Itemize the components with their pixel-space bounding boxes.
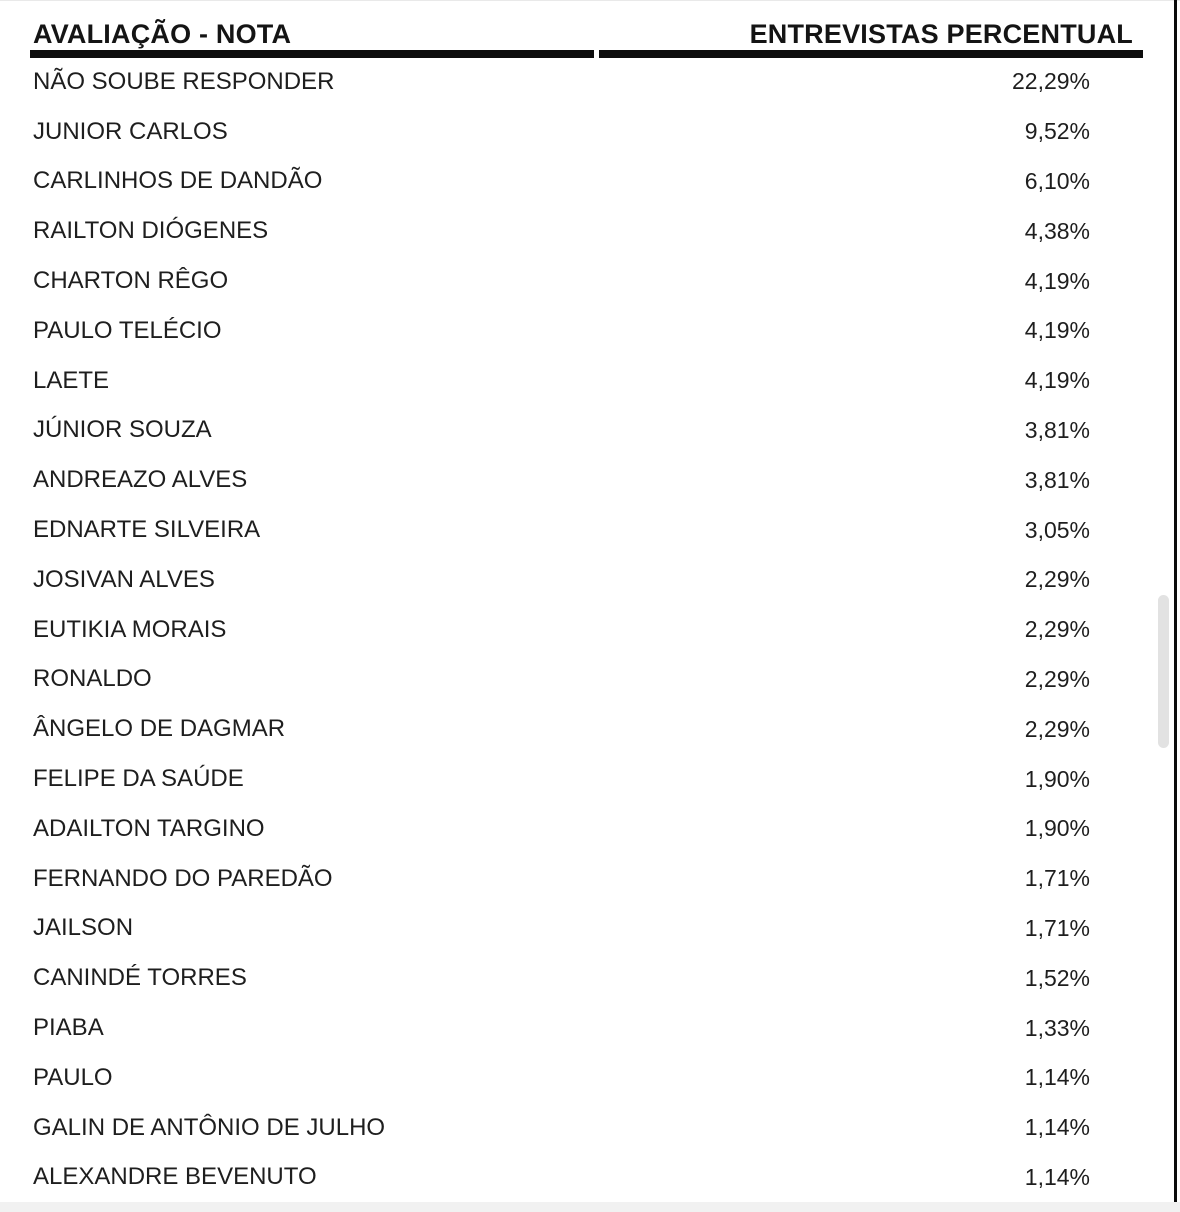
candidate-name: JOSIVAN ALVES — [33, 565, 215, 593]
table-row — [0, 356, 1180, 406]
percentual-value: 3,81% — [1024, 466, 1090, 493]
table-row — [0, 754, 1180, 804]
table-row — [0, 804, 1180, 854]
horizontal-scrollbar-track[interactable] — [0, 1202, 1180, 1212]
candidate-name: PAULO TELÉCIO — [33, 316, 222, 344]
candidate-name: RAILTON DIÓGENES — [33, 217, 269, 245]
candidate-name: JÚNIOR SOUZA — [33, 416, 212, 444]
table-row — [0, 306, 1180, 356]
percentual-value: 4,38% — [1024, 217, 1090, 244]
candidate-name: ÂNGELO DE DAGMAR — [33, 715, 286, 743]
table-row — [0, 904, 1180, 954]
top-hairline — [0, 0, 1180, 1]
table-row — [0, 256, 1180, 306]
percentual-value: 2,29% — [1024, 665, 1090, 692]
candidate-name: ANDREAZO ALVES — [33, 466, 248, 494]
candidate-name: GALIN DE ANTÔNIO DE JULHO — [33, 1113, 386, 1141]
table-row — [0, 605, 1180, 655]
table-header-row — [33, 19, 1133, 50]
table-row — [0, 157, 1180, 207]
candidate-name: PAULO — [33, 1063, 113, 1091]
percentual-value: 1,52% — [1024, 964, 1090, 991]
table-row — [0, 655, 1180, 705]
page-right-border — [1174, 0, 1177, 1212]
table-row — [0, 406, 1180, 456]
percentual-value: 1,14% — [1024, 1064, 1090, 1091]
candidate-name: CANINDÉ TORRES — [33, 964, 247, 992]
table-row — [0, 555, 1180, 605]
candidate-name: ALEXANDRE BEVENUTO — [33, 1163, 317, 1191]
table-row — [0, 107, 1180, 157]
percentual-value: 3,05% — [1024, 516, 1090, 543]
candidate-name: CARLINHOS DE DANDÃO — [33, 167, 323, 195]
percentual-value: 4,19% — [1024, 267, 1090, 294]
percentual-value: 1,90% — [1024, 815, 1090, 842]
percentual-value: 1,14% — [1024, 1114, 1090, 1141]
candidate-name: EDNARTE SILVEIRA — [33, 516, 261, 544]
table-row — [0, 505, 1180, 555]
percentual-value: 4,19% — [1024, 317, 1090, 344]
percentual-value: 22,29% — [1011, 68, 1090, 95]
percentual-value: 1,71% — [1024, 914, 1090, 941]
candidate-name: FELIPE DA SAÚDE — [33, 765, 244, 793]
percentual-value: 2,29% — [1024, 715, 1090, 742]
percentual-value: 1,14% — [1024, 1163, 1090, 1190]
percentual-value: 9,52% — [1024, 118, 1090, 145]
percentual-value: 4,19% — [1024, 367, 1090, 394]
percentual-value: 2,29% — [1024, 616, 1090, 643]
percentual-value: 6,10% — [1024, 167, 1090, 194]
candidate-name: JUNIOR CARLOS — [33, 117, 228, 145]
table-row — [0, 1103, 1180, 1153]
percentual-value: 1,90% — [1024, 765, 1090, 792]
table-row — [0, 1053, 1180, 1103]
candidate-name: EUTIKIA MORAIS — [33, 615, 227, 643]
vertical-scrollbar-track[interactable] — [1155, 0, 1172, 1212]
candidate-name: LAETE — [33, 366, 110, 394]
table-row — [0, 455, 1180, 505]
table-row — [0, 206, 1180, 256]
column-header-entrevistas-percentual: ENTREVISTAS PERCENTUAL — [749, 19, 1133, 49]
candidate-name: NÃO SOUBE RESPONDER — [33, 67, 335, 95]
table-row — [0, 57, 1180, 107]
table-row — [0, 953, 1180, 1003]
candidate-name: CHARTON RÊGO — [33, 267, 229, 295]
candidate-name: ADAILTON TARGINO — [33, 814, 265, 842]
percentual-value: 3,81% — [1024, 416, 1090, 443]
candidate-name: RONALDO — [33, 665, 152, 693]
percentual-value: 1,33% — [1024, 1014, 1090, 1041]
table-body — [0, 57, 1180, 1202]
column-header-avaliacao-nota: AVALIAÇÃO - NOTA — [33, 19, 292, 49]
table-row — [0, 704, 1180, 754]
candidate-name: JAILSON — [33, 914, 134, 942]
vertical-scrollbar-thumb[interactable] — [1158, 595, 1169, 748]
candidate-name: PIABA — [33, 1014, 104, 1042]
table-row — [0, 1153, 1180, 1203]
percentual-value: 1,71% — [1024, 865, 1090, 892]
table-row — [0, 854, 1180, 904]
table-row — [0, 1003, 1180, 1053]
candidate-name: FERNANDO DO PAREDÃO — [33, 864, 333, 892]
percentual-value: 2,29% — [1024, 566, 1090, 593]
